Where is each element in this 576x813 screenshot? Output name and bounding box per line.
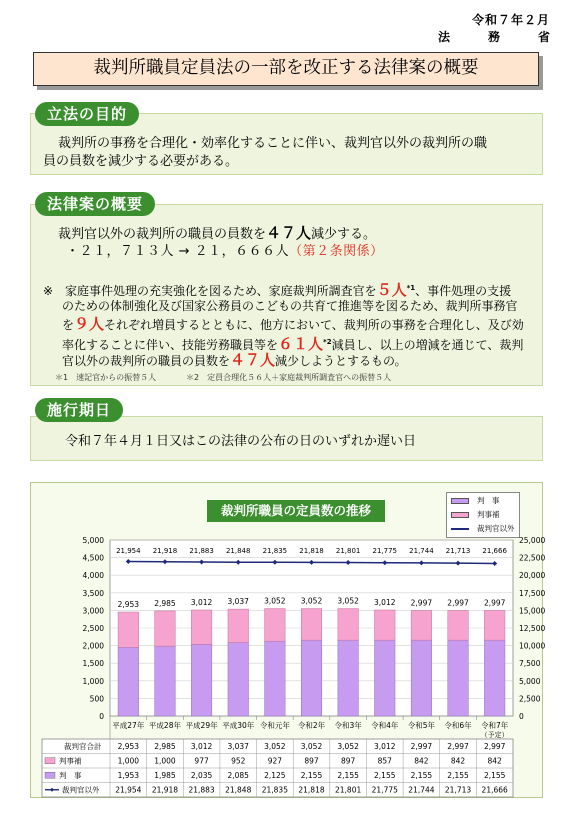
y-tick-right: 5,000 xyxy=(519,676,541,686)
table-cell: 21,666 xyxy=(481,785,508,795)
table-cell: 21,744 xyxy=(408,785,435,795)
table-cell: 3,037 xyxy=(227,742,249,752)
line-data-label: 21,818 xyxy=(299,547,324,555)
table-cell: 21,835 xyxy=(261,785,288,795)
footnote-2: ＊2 定員合理化５６人＋家庭裁判所調査官への振替５人 xyxy=(186,373,392,382)
table-cell: 977 xyxy=(194,756,209,766)
y-tick-left: 4,000 xyxy=(82,571,104,581)
bar-judge xyxy=(375,640,396,716)
table-cell: 2,155 xyxy=(483,771,506,781)
bar-judge xyxy=(448,640,469,716)
line-data-label: 21,954 xyxy=(116,547,141,555)
total-data-label: 3,052 xyxy=(264,596,286,606)
x-tick-label: 令和7年 xyxy=(481,721,509,730)
table-cell: 3,052 xyxy=(264,742,286,752)
bar-judge xyxy=(265,641,286,716)
y-tick-left: 2,000 xyxy=(82,641,104,651)
bar-judge xyxy=(155,646,176,716)
outline-l1-num: ４７人 xyxy=(266,224,312,242)
table-cell: 3,012 xyxy=(374,742,396,752)
y-tick-left: 5,000 xyxy=(82,536,104,545)
table-cell: 2,155 xyxy=(337,771,359,781)
y-tick-right: 10,000 xyxy=(519,641,546,651)
y-tick-right: 12,500 xyxy=(519,624,546,633)
y-tick-left: 0 xyxy=(99,712,104,721)
table-cell: 1,000 xyxy=(117,756,140,766)
table-cell: 897 xyxy=(304,756,319,766)
bar-assistant-judge xyxy=(155,611,176,646)
n4-num: ６１人 xyxy=(278,335,324,353)
table-cell: 842 xyxy=(487,756,502,766)
bar-judge xyxy=(484,640,505,716)
outline-note-2: のための体制強化及び国家公務員のこどもの共育て推進等を図るため、裁判所事務官 xyxy=(62,299,518,313)
outline-note-1: ※ 家庭事件処理の充実強化を図るため、家庭裁判所調査官を５人$^{*1}$、事件処理の支援 xyxy=(43,281,512,299)
total-data-label: 2,953 xyxy=(117,600,140,610)
x-tick-label: 平成28年 xyxy=(148,721,181,730)
line-data-label: 21,713 xyxy=(445,547,471,555)
table-cell: 21,883 xyxy=(188,785,215,795)
bar-assistant-judge xyxy=(484,611,505,641)
bar-assistant-judge xyxy=(301,609,322,641)
issue-date: 令和７年２月 xyxy=(471,13,550,27)
total-data-label: 2,997 xyxy=(410,598,433,608)
y-tick-right: 20,000 xyxy=(519,571,546,581)
table-cell: 2,997 xyxy=(410,742,433,752)
line-data-label: 21,883 xyxy=(189,547,214,555)
bar-judge xyxy=(118,647,139,716)
table-cell: 21,818 xyxy=(298,785,325,795)
chart-legend: 判 事 判事補 裁判官以外 xyxy=(446,492,520,538)
bar-judge xyxy=(191,644,212,716)
total-data-label: 2,997 xyxy=(483,598,506,608)
table-cell: 857 xyxy=(377,756,392,766)
table-cell: 2,997 xyxy=(483,742,506,752)
x-tick-label: 令和4年 xyxy=(371,721,399,730)
table-row-label: 判事補 xyxy=(59,756,82,766)
bar-judge xyxy=(338,640,359,716)
bar-judge xyxy=(228,643,249,716)
bar-assistant-judge xyxy=(228,609,249,643)
effective-heading: 施行期日 xyxy=(35,398,123,422)
table-cell: 1,953 xyxy=(117,771,140,781)
y-tick-right: 2,500 xyxy=(519,694,541,704)
chart-title: 裁判所職員の定員数の推移 xyxy=(207,500,385,522)
bar-assistant-judge xyxy=(118,612,139,647)
table-legend-swatch xyxy=(45,772,55,778)
x-tick-label: 平成29年 xyxy=(185,721,218,730)
line-data-label: 21,835 xyxy=(262,547,288,555)
effective-text: 令和７年４月１日又はこの法律の公布の日のいずれか遅い日 xyxy=(65,434,417,449)
table-row-label: 判 事 xyxy=(59,771,82,781)
table-cell: 21,801 xyxy=(335,785,362,795)
purpose-text-2: 員の員数を減少する必要がある。 xyxy=(43,154,239,169)
bar-assistant-judge xyxy=(411,611,432,641)
x-tick-label: 令和2年 xyxy=(297,721,326,730)
outline-note-5: 官以外の裁判所の職員の員数を４７人減少しようとするもの。 xyxy=(62,351,407,369)
table-cell: 842 xyxy=(414,756,429,766)
outline-l1-post: 減少する。 xyxy=(311,227,377,242)
y-tick-left: 2,500 xyxy=(82,624,104,633)
n5-num: ４７人 xyxy=(230,351,276,369)
x-tick-label: 平成27年 xyxy=(112,721,145,730)
bar-assistant-judge xyxy=(265,609,286,642)
n3-num: ９人 xyxy=(74,315,105,333)
footnote-1: ＊1 速記官からの振替５人 xyxy=(55,373,157,382)
outline-note-3: を９人それぞれ増員するとともに、他方において、裁判所の事務を合理化し、及び効 xyxy=(62,315,524,333)
x-tick-label: 令和元年 xyxy=(259,721,290,730)
total-data-label: 3,037 xyxy=(227,597,249,607)
line-data-label: 21,801 xyxy=(335,547,361,555)
table-cell: 21,954 xyxy=(115,785,142,795)
table-cell: 897 xyxy=(340,756,356,766)
table-row-label: 裁判官合計 xyxy=(64,742,102,752)
table-cell: 1,985 xyxy=(154,771,176,781)
y-tick-left: 3,000 xyxy=(82,606,104,616)
outline-l2-numbers: ・２１，７１３人 → ２１，６６６人 xyxy=(66,244,290,259)
table-cell: 2,155 xyxy=(410,771,433,781)
y-tick-right: 7,500 xyxy=(519,659,541,669)
outline-heading: 法律案の概要 xyxy=(35,192,155,216)
line-data-label: 21,666 xyxy=(482,547,507,555)
total-data-label: 3,052 xyxy=(337,596,359,606)
y-tick-right: 15,000 xyxy=(519,606,546,616)
total-data-label: 2,985 xyxy=(154,598,176,608)
line-data-label: 21,744 xyxy=(409,547,434,555)
line-data-label: 21,775 xyxy=(372,547,398,555)
table-cell: 2,985 xyxy=(154,742,176,752)
total-data-label: 3,012 xyxy=(190,597,213,607)
table-cell: 2,155 xyxy=(374,771,396,781)
table-cell: 2,953 xyxy=(117,742,140,752)
table-cell: 3,052 xyxy=(337,742,359,752)
table-cell: 952 xyxy=(231,756,246,766)
table-cell: 842 xyxy=(450,756,466,766)
x-tick-note: （予定） xyxy=(480,731,509,739)
table-cell: 927 xyxy=(267,756,283,766)
y-tick-left: 1,500 xyxy=(82,659,104,669)
outline-note-4: 率化することに伴い、技能労務職員等を６１人$^{*2}$減員し、以上の増減を通じて、裁判 xyxy=(62,335,524,353)
table-legend-swatch xyxy=(45,758,55,764)
n1-num: ５人 xyxy=(376,281,407,299)
purpose-text-1: 裁判所の事務を合理化・効率化することに伴い、裁判官以外の裁判所の職 xyxy=(58,136,488,151)
table-cell: 2,035 xyxy=(190,771,213,781)
line-data-label: 21,848 xyxy=(225,547,251,555)
y-tick-left: 4,500 xyxy=(82,553,104,563)
table-cell: 1,000 xyxy=(154,756,176,766)
outline-l1-pre: 裁判官以外の裁判所の職員の員数を xyxy=(58,227,267,242)
total-data-label: 3,012 xyxy=(374,597,396,607)
y-tick-right: 17,500 xyxy=(519,588,546,598)
table-cell: 2,125 xyxy=(264,771,286,781)
table-cell: 2,085 xyxy=(227,771,249,781)
y-tick-left: 1,000 xyxy=(82,676,104,686)
table-cell: 3,012 xyxy=(190,742,213,752)
y-tick-left: 3,500 xyxy=(82,588,104,598)
table-cell: 2,155 xyxy=(447,771,469,781)
y-tick-right: 22,500 xyxy=(519,553,546,563)
table-cell: 3,052 xyxy=(300,742,323,752)
bar-assistant-judge xyxy=(375,610,396,640)
ministry-name: 法 務 省 xyxy=(437,30,563,44)
x-tick-label: 令和6年 xyxy=(444,721,472,730)
line-data-label: 21,918 xyxy=(152,547,178,555)
table-cell: 21,918 xyxy=(151,785,179,795)
total-data-label: 2,997 xyxy=(447,598,469,608)
table-cell: 2,155 xyxy=(300,771,323,781)
purpose-heading: 立法の目的 xyxy=(35,102,139,126)
table-cell: 21,713 xyxy=(444,785,472,795)
bar-assistant-judge xyxy=(191,610,212,644)
outline-l2-note: （第２条関係） xyxy=(289,244,384,259)
table-cell: 21,848 xyxy=(225,785,252,795)
x-tick-label: 令和5年 xyxy=(407,721,436,730)
table-cell: 2,997 xyxy=(447,742,469,752)
total-data-label: 3,052 xyxy=(300,596,323,606)
bar-assistant-judge xyxy=(338,609,359,641)
y-tick-left: 500 xyxy=(89,694,104,704)
bar-judge xyxy=(301,640,322,716)
page-title: 裁判所職員定員法の一部を改正する法律案の概要 xyxy=(33,52,539,86)
y-tick-right: 25,000 xyxy=(519,536,546,545)
y-tick-right: 0 xyxy=(519,712,524,721)
x-tick-label: 平成30年 xyxy=(222,721,255,730)
x-tick-label: 令和3年 xyxy=(334,721,362,730)
bar-assistant-judge xyxy=(448,611,469,641)
bar-judge xyxy=(411,640,432,716)
table-row-label: 裁判官以外 xyxy=(62,785,100,795)
table-cell: 21,775 xyxy=(371,785,398,795)
